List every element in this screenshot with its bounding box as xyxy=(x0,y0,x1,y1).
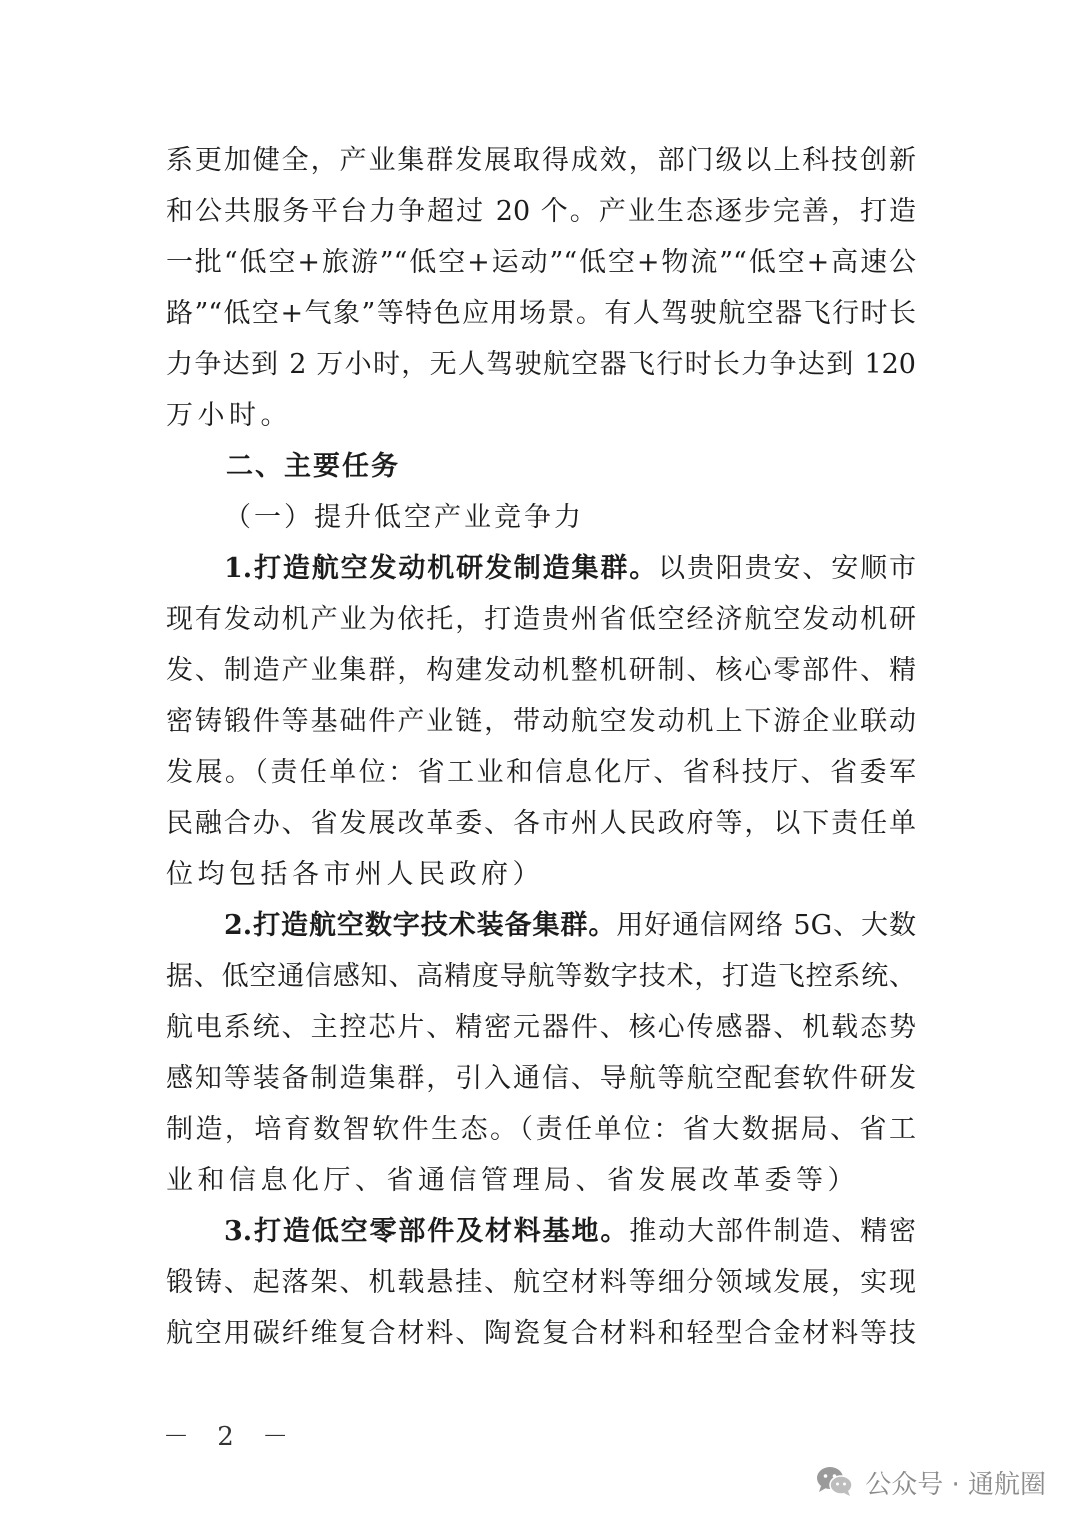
watermark-text: 公众号 · 通航圈 xyxy=(865,1469,1046,1500)
watermark xyxy=(815,1462,1046,1502)
intro-paragraph xyxy=(166,135,916,441)
text-line: 航空用碳纤维复合材料、陶瓷复合材料和轻型合金材料等技 xyxy=(166,1318,916,1349)
text-line: 业和信息化厅、省通信管理局、省发展改革委等） xyxy=(166,1165,859,1196)
item-1-lead: 1.打造航空发动机研发制造集群。 xyxy=(224,553,659,584)
subsection-heading: （一）提升低空产业竞争力 xyxy=(224,502,584,533)
item-2-paragraph xyxy=(166,900,916,1206)
item-3-first-rest: 推动大部件制造、精密 xyxy=(629,1216,916,1247)
text-line: 感知等装备制造集群，引入通信、导航等航空配套软件研发 xyxy=(166,1063,916,1094)
section-heading: 二、主要任务 xyxy=(226,451,400,482)
item-3-lead: 3.打造低空零部件及材料基地。 xyxy=(224,1216,630,1247)
text-line: 航电系统、主控芯片、精密元器件、核心传感器、机载态势 xyxy=(166,1012,916,1043)
text-line: 现有发动机产业为依托，打造贵州省低空经济航空发动机研 xyxy=(166,604,916,635)
text-line: 路”“低空+气象”等特色应用场景。有人驾驶航空器飞行时长 xyxy=(166,298,916,329)
text-line: 密铸锻件等基础件产业链，带动航空发动机上下游企业联动 xyxy=(166,706,916,737)
text-line: 系更加健全，产业集群发展取得成效，部门级以上科技创新 xyxy=(166,145,916,176)
text-line: 制造，培育数智软件生态。（责任单位：省大数据局、省工 xyxy=(166,1114,916,1145)
text-line-first xyxy=(166,543,916,594)
item-1-paragraph xyxy=(166,543,916,900)
text-line: 据、低空通信感知、高精度导航等数字技术，打造飞控系统、 xyxy=(166,961,916,992)
text-line: 位均包括各市州人民政府） xyxy=(166,859,544,890)
item-2-first-rest: 用好通信网络 5G、大数 xyxy=(616,910,916,941)
item-3-paragraph xyxy=(166,1206,916,1359)
page-number: － 2 － xyxy=(163,1422,299,1452)
text-line: 锻铸、起落架、机载悬挂、航空材料等细分领域发展，实现 xyxy=(166,1267,916,1298)
subsection-heading-block xyxy=(166,492,916,543)
wechat-icon xyxy=(815,1465,855,1499)
text-line: 一批“低空+旅游”“低空+运动”“低空+物流”“低空+高速公 xyxy=(166,247,916,278)
text-line-first xyxy=(166,1206,916,1257)
item-2-lead: 2.打造航空数字技术装备集群。 xyxy=(224,910,617,941)
text-line: 发展。（责任单位：省工业和信息化厅、省科技厅、省委军 xyxy=(166,757,916,788)
section-heading-block xyxy=(166,441,916,492)
text-line: 民融合办、省发展改革委、各市州人民政府等，以下责任单 xyxy=(166,808,916,839)
item-1-first-rest: 以贵阳贵安、安顺市 xyxy=(658,553,916,584)
text-line: 力争达到 2 万小时，无人驾驶航空器飞行时长力争达到 120 xyxy=(166,349,916,380)
text-line: 和公共服务平台力争超过 20 个。产业生态逐步完善，打造 xyxy=(166,196,916,227)
text-line: 发、制造产业集群，构建发动机整机研制、核心零部件、精 xyxy=(166,655,916,686)
text-line-first xyxy=(166,900,916,951)
text-line: 万小时。 xyxy=(166,400,292,431)
